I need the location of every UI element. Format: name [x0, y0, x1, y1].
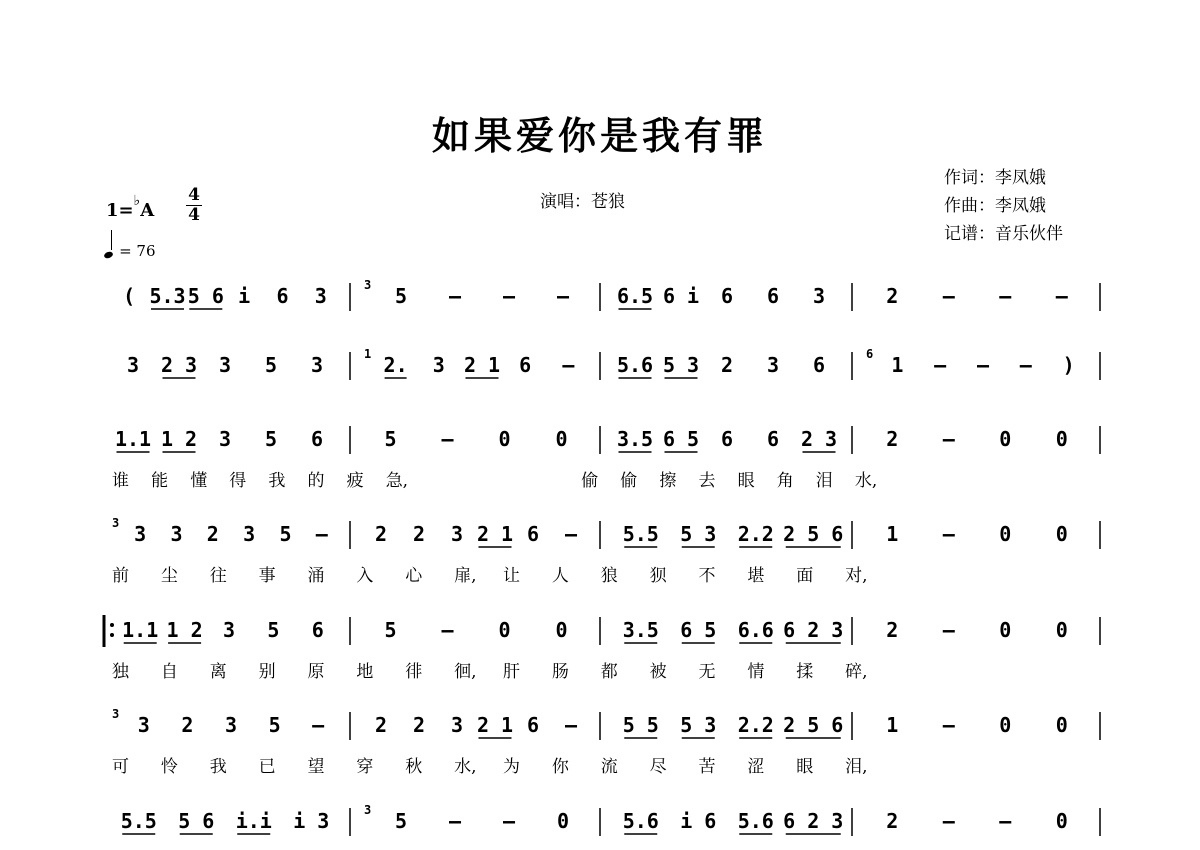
jianpu-note: 2 3 [160, 353, 198, 377]
jianpu-note: 1.1 [114, 427, 152, 451]
lyric-char: 怜 [160, 757, 178, 777]
lyric-char: 让 [503, 566, 520, 586]
lyric-char: 已 [258, 757, 276, 777]
lyric-char: 我 [209, 757, 227, 777]
lyric-char: 泪, [845, 757, 868, 777]
jianpu-note: 5 3 [662, 353, 700, 377]
jianpu-note: – [942, 522, 955, 546]
jianpu-note: 1 2 [166, 618, 203, 642]
jianpu-note: 1 [886, 522, 899, 546]
lyric-char: 事 [258, 566, 276, 586]
jianpu-note: 3 [766, 353, 780, 377]
lyric-char: 眼 [796, 757, 814, 777]
lyric-char: 去 [698, 471, 716, 491]
lyric-char: 懂 [190, 471, 208, 491]
jianpu-note: – [564, 713, 578, 737]
jianpu-note: – [999, 809, 1012, 833]
jianpu-note: 2 5 6 [783, 713, 844, 737]
key-letter: A [140, 200, 155, 221]
jianpu-note: 5.6 [616, 353, 654, 377]
jianpu-note: 0 [1055, 713, 1068, 737]
jianpu-note: 5 [267, 618, 280, 642]
lyric-char: 擦 [659, 471, 677, 491]
lyric-char: 面 [796, 566, 814, 586]
lyric-char: 的 [307, 471, 325, 491]
jianpu-note: 5.5 [120, 809, 157, 833]
jianpu-note: 6 [766, 284, 780, 308]
lyric-char: 无 [698, 662, 716, 682]
jianpu-note: – [1055, 284, 1068, 308]
jianpu-note: ) [1062, 353, 1075, 377]
jianpu-note: – [448, 809, 462, 833]
jianpu-note: 1.1 [122, 618, 159, 642]
jianpu-note: i.i [235, 809, 272, 833]
jianpu-note: 6 [812, 353, 826, 377]
jianpu-note: 2 [181, 713, 194, 737]
repeat-dot [110, 633, 114, 637]
jianpu-note: 2 5 6 [783, 522, 844, 546]
lyric-char: 疲 [346, 471, 364, 491]
grace-note: 3 [112, 707, 120, 721]
jianpu-note: 2 [374, 522, 388, 546]
jianpu-note: 0 [498, 427, 511, 451]
jianpu-note: 2 1 [463, 353, 501, 377]
jianpu-note: 3 [222, 618, 236, 642]
lyric-char: 往 [209, 566, 227, 586]
jianpu-note: 3 [134, 522, 147, 546]
jianpu-note: 3 [224, 713, 238, 737]
lyric-char: 原 [307, 662, 325, 682]
jianpu-note: 5.3 [149, 284, 186, 308]
lyric-char: 前 [112, 566, 129, 586]
jianpu-note: 0 [555, 618, 568, 642]
lyric-char: 入 [356, 566, 374, 586]
jianpu-note: 6 [276, 284, 289, 308]
lyric-char: 别 [258, 662, 276, 682]
lyric-char: 离 [209, 662, 227, 682]
lyric-char: 徘 [405, 662, 423, 682]
lyric-char: 都 [600, 662, 618, 682]
lyric-char: 为 [503, 757, 520, 777]
jianpu-note: 6 [526, 713, 540, 737]
jianpu-note: 0 [999, 713, 1012, 737]
jianpu-note: 5 [384, 618, 397, 642]
lyric-char: 被 [649, 662, 667, 682]
jianpu-note: 6.5 [616, 284, 654, 308]
jianpu-note: 2 [412, 713, 426, 737]
jianpu-note: 0 [555, 427, 568, 451]
lyric-char: 尘 [160, 566, 178, 586]
transcriber-credit: 记谱：音乐伙伴 [944, 224, 1063, 244]
jianpu-note: – [312, 713, 325, 737]
jianpu-note: i [238, 284, 251, 308]
jianpu-note: 5 6 [187, 284, 224, 308]
lyric-char: 狼 [600, 566, 618, 586]
jianpu-note: i 3 [293, 809, 330, 833]
jianpu-note: 3 [450, 522, 464, 546]
lyric-char: 角 [776, 471, 794, 491]
jianpu-note: 2. [383, 353, 408, 377]
lyricist-credit: 作词：李凤娥 [944, 168, 1046, 188]
lyric-char: 堪 [747, 566, 765, 586]
tempo-value: = 76 [119, 242, 156, 260]
jianpu-note: 0 [999, 522, 1012, 546]
jianpu-note: – [315, 522, 328, 546]
jianpu-note: 2 [886, 284, 899, 308]
jianpu-note: 0 [1055, 618, 1068, 642]
lyric-char: 得 [229, 471, 247, 491]
jianpu-note: 3 [126, 353, 140, 377]
jianpu-note: 6.6 [737, 618, 774, 642]
jianpu-note: 3 [432, 353, 445, 377]
jianpu-note: 5 3 [680, 522, 717, 546]
jianpu-note: 5 [268, 713, 281, 737]
jianpu-note: 6 5 [680, 618, 717, 642]
time-numerator: 4 [188, 185, 200, 205]
lyric-char: 地 [356, 662, 374, 682]
jianpu-note: i 6 [680, 809, 717, 833]
grace-note: 3 [112, 516, 120, 530]
jianpu-note: 0 [1055, 809, 1068, 833]
grace-note: 1 [364, 347, 372, 361]
jianpu-note: 5 [279, 522, 292, 546]
jianpu-note: 6 [519, 353, 532, 377]
flat-symbol: ♭ [133, 193, 141, 209]
lyric-char: 人 [551, 566, 569, 586]
jianpu-note: 5 5 [622, 713, 659, 737]
jianpu-note: 3 [450, 713, 464, 737]
lyric-char: 扉, [454, 566, 477, 586]
jianpu-note: 6 [310, 427, 324, 451]
jianpu-note: – [562, 353, 575, 377]
jianpu-note: – [942, 284, 955, 308]
jianpu-note: 6 [720, 427, 734, 451]
jianpu-note: 5.5 [622, 522, 659, 546]
jianpu-note: 2.2 [737, 713, 774, 737]
jianpu-note: 1 [891, 353, 904, 377]
jianpu-note: – [999, 284, 1012, 308]
lyric-char: 情 [747, 662, 765, 682]
jianpu-note: 3 [218, 353, 232, 377]
jianpu-note: 2 [412, 522, 426, 546]
jianpu-note: – [942, 809, 955, 833]
jianpu-note: 5 6 [178, 809, 215, 833]
jianpu-note: ( [123, 284, 136, 308]
jianpu-note: 1 [886, 713, 899, 737]
jianpu-note: 6 i [662, 284, 700, 308]
jianpu-note: – [942, 713, 955, 737]
jianpu-note: 2.2 [737, 522, 774, 546]
jianpu-note: 2 1 [476, 713, 514, 737]
jianpu-note: 5.6 [737, 809, 774, 833]
jianpu-note: 0 [1055, 427, 1068, 451]
jianpu-note: 1 2 [160, 427, 198, 451]
jianpu-note: – [556, 284, 570, 308]
singer-credit: 演唱：苍狼 [540, 192, 625, 212]
lyric-char: 揉 [796, 662, 814, 682]
jianpu-note: 6 [720, 284, 734, 308]
lyric-char: 对, [845, 566, 868, 586]
lyric-char: 心 [405, 566, 423, 586]
lyric-char: 急, [385, 471, 409, 491]
lyric-char: 涩 [747, 757, 765, 777]
jianpu-note: 3 [243, 522, 256, 546]
lyric-char: 肠 [551, 662, 569, 682]
jianpu-note: 2 3 [800, 427, 838, 451]
lyric-char: 水, [454, 757, 477, 777]
composer-credit: 作曲：李凤娥 [944, 196, 1046, 216]
jianpu-note: 5 [384, 427, 397, 451]
key-prefix: 1= [106, 200, 134, 221]
jianpu-note: 5 [394, 809, 408, 833]
jianpu-note: 6 [311, 618, 324, 642]
lyric-char: 眼 [737, 471, 755, 491]
lyric-char: 望 [307, 757, 325, 777]
jianpu-note: 2 [206, 522, 219, 546]
jianpu-note: – [441, 427, 454, 451]
lyric-char: 可 [112, 757, 129, 777]
grace-note: 3 [364, 278, 372, 292]
jianpu-note: – [448, 284, 462, 308]
lyric-char: 涌 [307, 566, 325, 586]
jianpu-note: 5 [264, 427, 278, 451]
lyric-char: 泪 [815, 471, 833, 491]
jianpu-note: – [942, 618, 955, 642]
jianpu-note: – [502, 284, 516, 308]
jianpu-note: 0 [556, 809, 570, 833]
lyric-char: 偷 [620, 471, 638, 491]
jianpu-note: – [441, 618, 454, 642]
score-title: 如果爱你是我有罪 [431, 113, 768, 158]
lyric-char: 不 [698, 566, 716, 586]
jianpu-note: 3 [218, 427, 232, 451]
jianpu-note: 0 [999, 427, 1012, 451]
jianpu-note: 5.6 [622, 809, 659, 833]
jianpu-note: 0 [1055, 522, 1068, 546]
jianpu-note: 3.5 [622, 618, 659, 642]
jianpu-note: 5 3 [680, 713, 717, 737]
jianpu-note: 6 2 3 [783, 809, 844, 833]
lyric-char: 徊, [454, 662, 477, 682]
jianpu-note: 6 [766, 427, 780, 451]
jianpu-note: 6 [526, 522, 540, 546]
jianpu-note: 3 [137, 713, 150, 737]
jianpu-note: 3 [170, 522, 183, 546]
jianpu-note: – [934, 353, 947, 377]
jianpu-note: – [502, 809, 516, 833]
jianpu-note: 0 [999, 618, 1012, 642]
jianpu-note: – [564, 522, 578, 546]
jianpu-note: 3 [310, 353, 324, 377]
lyric-char: 尽 [649, 757, 667, 777]
jianpu-note: 0 [498, 618, 511, 642]
lyric-char: 碎, [845, 662, 868, 682]
jianpu-note: – [976, 353, 990, 377]
grace-note: 6 [866, 347, 874, 361]
jianpu-note: – [942, 427, 955, 451]
lyric-char: 偷 [581, 471, 599, 491]
jianpu-note: 5 [264, 353, 278, 377]
lyric-char: 能 [151, 471, 169, 491]
lyric-char: 狈 [649, 566, 667, 586]
jianpu-note: 2 [886, 427, 899, 451]
lyric-char: 谁 [112, 471, 129, 491]
jianpu-note: – [1019, 353, 1032, 377]
jianpu-note: 3.5 [616, 427, 654, 451]
lyric-char: 独 [112, 662, 129, 682]
lyric-char: 水, [854, 471, 878, 491]
grace-note: 3 [364, 803, 372, 817]
lyric-char: 穿 [356, 757, 374, 777]
jianpu-note: 3 [812, 284, 826, 308]
lyric-char: 肝 [503, 662, 520, 682]
lyric-char: 流 [600, 757, 618, 777]
jianpu-note: 2 [886, 809, 899, 833]
repeat-dot [110, 623, 114, 627]
jianpu-note: 5 [394, 284, 408, 308]
lyric-char: 你 [551, 757, 569, 777]
jianpu-note: 2 [886, 618, 899, 642]
jianpu-note: 2 [720, 353, 734, 377]
jianpu-note: 6 5 [662, 427, 700, 451]
lyric-char: 我 [268, 471, 286, 491]
lyric-char: 秋 [405, 757, 423, 777]
lyric-char: 自 [160, 662, 178, 682]
jianpu-note: 3 [314, 284, 327, 308]
jianpu-note: 2 1 [476, 522, 514, 546]
lyric-char: 苦 [698, 757, 716, 777]
jianpu-note: 2 [374, 713, 388, 737]
jianpu-note: 6 2 3 [783, 618, 844, 642]
time-denominator: 4 [186, 205, 202, 225]
